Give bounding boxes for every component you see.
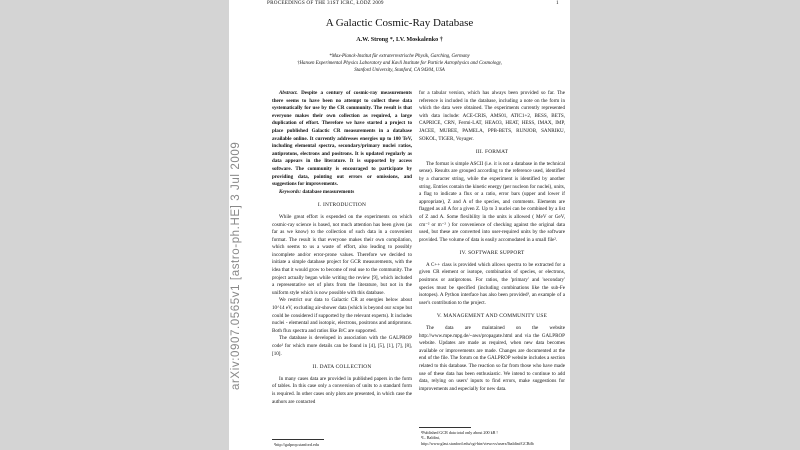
footnote-data-size: ²Published GCR data total only about 200 kB !	[421, 430, 498, 435]
affiliation-3: Stanford University, Stanford, CA 94304, USA	[354, 68, 445, 73]
paper-title: A Galactic Cosmic-Ray Database	[325, 17, 474, 29]
paper-authors: A.W. Strong *, I.V. Moskalenko †	[356, 37, 443, 43]
keywords-text: database measurements	[302, 188, 355, 195]
abstract-label: Abstract.	[279, 90, 298, 96]
abstract-text: Despite a century of cosmic-ray measurements there seems to have been no attempt to collect these data systematically for use by the CR community. The result is that everyone makes their own collection as required, a large duplication of effort. Therefore we have started a project to place published Galactic CR measurements in a database available online. It currently addresses energies up to 100 TeV, including elemental spectra, secondary/primary nuclei ratios, antiprotons, electrons and positrons. It is updated regularly as data appears in the literature. It is supported by access software. The community is encouraged to participate by providing data, pointing out errors or omissions, and suggestions for improvements.	[272, 90, 412, 188]
footnote-baldini: ³L. Baldini,	[421, 435, 440, 441]
section-management-heading: V. MANAGEMENT AND COMMUNITY USE	[436, 313, 548, 320]
right-column	[419, 90, 565, 393]
left-column	[272, 90, 412, 406]
abstract	[272, 90, 412, 189]
software-support-paragraph: A C++ class is provided which allows spectra to be extracted for a given CR element or isotope, combination of species, or electrons, positrons or antiprotons. For ratios, the 'primary' and 'secondary' species must be specified (including combinations like the sub-Fe isotopes). A Python interface has also been provided³, an example of a user's contribution to the project.	[419, 261, 565, 306]
paper-page	[229, 0, 570, 450]
footnote-gcrdb-url: http://www.glast.stanford.edu/cgi-bin/viewcvs/users/lbaldini/GCRdb	[421, 440, 534, 446]
keywords	[272, 189, 412, 197]
section-format-heading: III. FORMAT	[475, 149, 509, 156]
intro-paragraph-3: The database is developed in association with the GALPROP code¹ for which more details can be found in [4], [5], [1], [7], [8], [10].	[272, 335, 412, 357]
section-software-support-heading: IV. SOFTWARE SUPPORT	[459, 250, 525, 257]
footnote-rule-left	[272, 439, 324, 440]
section-data-collection-heading: II. DATA COLLECTION	[312, 364, 372, 371]
keywords-label: Keywords:	[279, 188, 302, 195]
footnotes-right	[421, 430, 567, 446]
intro-paragraph-2: We restrict our data to Galactic CR at energies below about 10^14 eV, excluding air-shower data (which is beyond our scope but could be considered if supported by the relevant experts). It includes nuclei - elemental and isotopic, electrons, positrons and antiprotons. Both flux spectra and ratios like B/C are supported.	[272, 297, 412, 334]
affiliation-1: *Max-Planck-Institut für extraterrestrische Physik, Garching, Germany	[329, 54, 470, 59]
data-collection-continued: for a tabular version, which has always been provided so far. The reference is included in the database, including a note on the form in which the data were obtained. The experiments currently represented with data include: ACE-CRIS, AMS01, ATIC1+2, BESS, BETS, CAPRICE, CRN, Fermi-LAT, HEAO3, HEAT, HESS, IMAX, IMP, JACEE, MUBEE, PAMELA, PPB-BETS, RUNJOB, SANRIKU, SOKOL, TIGER, Voyager.	[419, 90, 565, 142]
running-header: PROCEEDINGS OF THE 31ST ICRC, ŁÓDŹ 2009	[267, 0, 384, 6]
management-paragraph: The data are maintained on the website http://www.mpe.mpg.de/~aws/propagate.html and via the GALPROP website. Updates are made as required, when new data becomes available or improvements are made. Changes are documented at the end of the file. The forum on the GALPROP website includes a section related to this database. The reaction so far from those who have made use of these data has been enthusiastic. We intend to continue to add data, relying on users' inputs to find errors, make suggestions for improvements and especially for new data.	[419, 325, 565, 392]
footnote-galprop-url: ¹http://galprop.stanford.edu	[274, 442, 319, 447]
affiliation-2: †Hansen Experimental Physics Laboratory and Kavli Institute for Particle Astrophysics and Cosmology,	[297, 61, 502, 66]
arxiv-stamp: arXiv:0907.0565v1 [astro-ph.HE] 3 Jul 2009	[230, 141, 242, 390]
page-number: 1	[556, 0, 559, 6]
footnote-rule-right	[419, 427, 471, 428]
section-introduction-heading: I. INTRODUCTION	[317, 202, 367, 209]
intro-paragraph-1: While great effort is expended on the experiments on which cosmic-ray science is based, not much attention has been given (as far as we know) to the collection of such data in a convenient format. The result is that everyone makes their own compilation, which seems to us a waste of effort, also leading to possibly incomplete and/or error-prone values. Therefore we decided to initiate a simple database project for GCR measurements, with the idea that it would grow to become of real use to the community. The project actually began while writing the review [9], which included a representative set of plots from the literature, but not in the uniform style which is now possible with this database.	[272, 213, 412, 296]
data-collection-paragraph: In many cases data are provided in published papers in the form of tables. In this case only a conversion of units to a standard form is required. In other cases only plots are presented, in which case the authors are contacted	[272, 375, 412, 405]
format-paragraph: The format is simple ASCII (i.e. it is not a database in the technical sense). Results are grouped according to the reference used, identified by a character string, while the experiment is identified by another string. Entries contain the kinetic energy (per nucleon for nuclei), units, a flag to indicate a flux or a ratio, error bars (upper and lower if appropriate), Z and A of the species, and comments. Elements are flagged as all A for a given Z. Up to 3 nuclei can be combined by a list of Z and A. Some flexibility in the units is allowed ( MeV or GeV, cm⁻² or m⁻² ) for convenience of checking against the original data used, but these are converted into user-required units by the software provided. The volume of data is easily accomodated in a small file².	[419, 160, 565, 243]
